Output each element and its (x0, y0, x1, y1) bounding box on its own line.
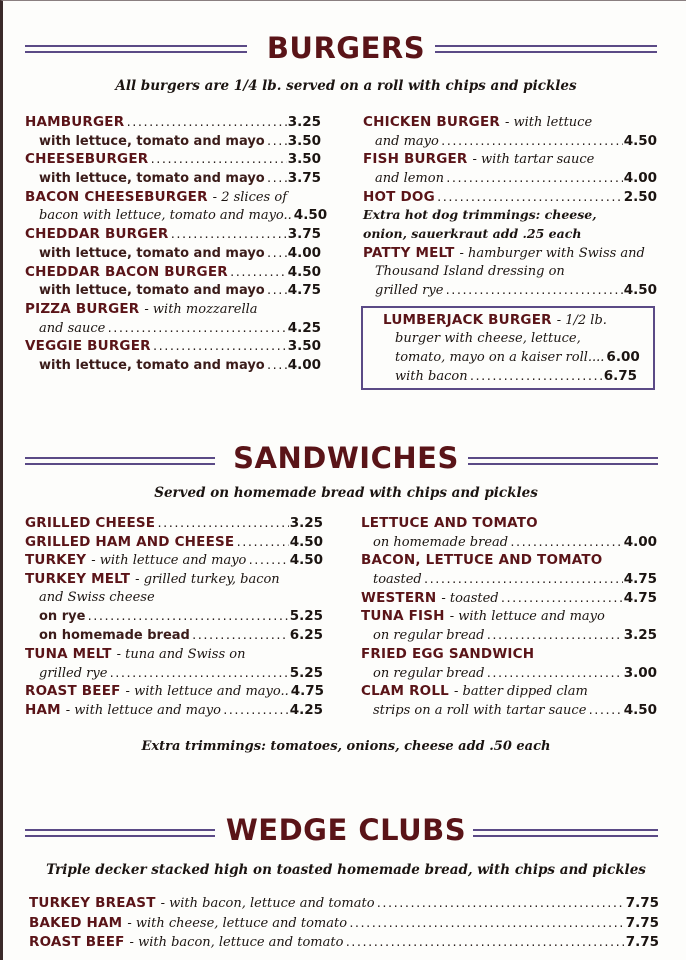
menu-item-detail (361, 626, 657, 645)
item-description: - with lettuce and mayo (91, 553, 247, 569)
menu-item-detail (25, 589, 323, 608)
item-description: burger with cheese, lettuce, (395, 330, 581, 346)
item-description: - with mozzarella (144, 301, 258, 317)
menu-item (361, 682, 657, 701)
dot-leader (587, 702, 622, 721)
item-price: 4.25 (287, 319, 321, 336)
item-name: PIZZA BURGER (25, 300, 140, 317)
item-description: - with cheese, lettuce and tomato (127, 915, 348, 931)
item-name: PATTY MELT (363, 244, 455, 261)
menu-item (25, 113, 321, 132)
item-description: with lettuce, tomato and mayo (39, 245, 265, 261)
sandwiches-extra-note: Extra trimmings: tomatoes, onions, cheese add .50 each (141, 739, 551, 754)
menu-item-detail (25, 206, 328, 225)
item-note: onion, sauerkraut add .25 each (363, 226, 582, 242)
item-price: 4.25 (289, 701, 323, 718)
menu-item (29, 914, 659, 934)
dot-leader (222, 702, 289, 721)
menu-item (363, 188, 657, 207)
menu-item-detail (25, 607, 323, 626)
item-price: 2.50 (623, 188, 657, 205)
item-description: on homemade bread (39, 628, 190, 644)
header-rule-right (473, 829, 658, 837)
dot-leader (170, 226, 287, 245)
menu-item-detail (25, 132, 321, 151)
menu-item (25, 551, 323, 570)
menu-item-detail (361, 570, 657, 589)
menu-item (25, 225, 321, 244)
item-price: 3.25 (287, 114, 321, 130)
menu-item (361, 607, 657, 626)
menu-item (363, 113, 657, 132)
item-price: 6.25 (289, 627, 323, 644)
item-name: CHICKEN BURGER (363, 114, 500, 130)
item-description: - batter dipped clam (453, 684, 588, 700)
menu-item (25, 570, 323, 589)
item-description: tomato, mayo on a kaiser roll.... (395, 350, 605, 366)
item-name: TUNA MELT (25, 645, 112, 662)
item-name: GRILLED HAM AND CHEESE (25, 533, 235, 550)
item-description: - with bacon, lettuce and tomato (129, 935, 344, 950)
burgers-title: BURGERS (266, 31, 426, 65)
dot-leader (149, 151, 286, 170)
item-description: and Swiss cheese (39, 589, 155, 605)
item-description: bacon with lettuce, tomato and mayo.. (39, 208, 292, 224)
item-name: CHEDDAR BURGER (25, 226, 169, 243)
header-rule-right (435, 45, 657, 53)
dot-leader (125, 114, 286, 133)
item-name: WESTERN (361, 589, 437, 606)
item-description: and sauce (39, 320, 106, 336)
menu-item-detail (361, 533, 657, 552)
item-price: 4.50 (623, 132, 657, 149)
item-name: GRILLED CHEESE (25, 515, 156, 531)
wedge-clubs-header (3, 811, 686, 857)
sandwiches-title: SANDWICHES (233, 441, 459, 475)
burgers-left-column (25, 113, 328, 375)
burgers-right-column (363, 113, 657, 300)
menu-item-detail (363, 206, 657, 225)
dot-leader (266, 170, 287, 189)
item-description: on homemade bread (373, 534, 509, 550)
item-description: - 2 slices of (212, 189, 288, 205)
dot-leader (444, 282, 622, 301)
dot-leader (191, 627, 289, 646)
menu-item (363, 150, 657, 169)
menu-item-detail (361, 664, 657, 683)
menu-item (25, 300, 321, 319)
item-description: toasted (373, 572, 422, 588)
item-name: CHEESEBURGER (25, 151, 149, 168)
menu-item-detail (25, 169, 321, 188)
dot-leader (266, 357, 287, 376)
item-price: 4.50 (289, 552, 323, 569)
item-price: 3.00 (623, 664, 657, 681)
wedge-clubs-title: WEDGE CLUBS (225, 813, 467, 847)
menu-item (361, 645, 657, 664)
dot-leader (445, 170, 623, 189)
menu-item-detail (363, 225, 657, 244)
dot-leader (486, 627, 623, 646)
item-description: - with lettuce and mayo.. (125, 684, 289, 700)
item-description: grilled rye (39, 665, 108, 681)
menu-item-detail (25, 626, 323, 645)
dot-leader (247, 552, 288, 571)
menu-item (25, 188, 321, 207)
menu-item-detail (383, 367, 637, 386)
item-price: 3.50 (287, 132, 321, 149)
menu-item-detail (25, 244, 321, 263)
item-name: HAM (25, 701, 61, 718)
dot-leader (436, 189, 623, 208)
item-description: on regular bread (373, 665, 485, 681)
lumberjack-column (383, 311, 640, 386)
item-price: 3.75 (287, 170, 321, 187)
lumberjack-box (361, 306, 655, 390)
menu-item (25, 645, 323, 664)
dot-leader (348, 914, 625, 934)
item-price: 4.00 (287, 356, 321, 373)
item-price: 4.75 (290, 683, 325, 700)
item-name: HAMBURGER (25, 114, 125, 130)
item-name: LETTUCE AND TOMATO (361, 515, 538, 531)
item-name: BACON CHEESEBURGER (25, 188, 208, 205)
item-name: FRIED EGG SANDWICH (361, 645, 535, 662)
item-price: 3.50 (287, 338, 321, 355)
dot-leader (108, 665, 288, 684)
menu-item (361, 551, 657, 570)
menu-item (29, 933, 659, 953)
item-name: TURKEY MELT (25, 571, 131, 588)
item-price: 4.50 (287, 263, 321, 280)
item-name: CLAM ROLL (361, 683, 449, 700)
dot-leader (266, 245, 287, 264)
item-description: with lettuce, tomato and mayo (39, 171, 265, 187)
dot-leader (500, 590, 623, 609)
item-price: 5.25 (289, 608, 323, 625)
menu-item-detail (363, 263, 657, 282)
dot-leader (509, 534, 623, 553)
item-description: grilled rye (375, 283, 444, 299)
dot-leader (469, 368, 603, 387)
header-rule-right (468, 457, 658, 465)
item-description: - toasted (441, 590, 499, 606)
dot-leader (156, 515, 288, 534)
sandwiches-right-column (361, 514, 657, 720)
item-price: 4.50 (293, 207, 328, 224)
item-description: - 1/2 lb. (556, 313, 607, 328)
dot-leader (106, 320, 286, 339)
menu-item-detail (25, 664, 323, 683)
dot-leader (86, 608, 288, 627)
item-name: ROAST BEEF (25, 683, 121, 700)
menu-item-detail (363, 169, 657, 188)
menu-item (25, 514, 323, 533)
item-description: - with lettuce and mayo (65, 702, 221, 718)
dot-leader (423, 571, 623, 590)
item-price: 7.75 (625, 895, 659, 911)
item-name: HOT DOG (363, 188, 435, 205)
menu-item-detail (361, 701, 657, 720)
item-description: and lemon (375, 171, 444, 187)
item-name: BAKED HAM (29, 914, 123, 931)
item-description: - with tartar sauce (472, 152, 595, 168)
item-price: 4.75 (623, 589, 657, 606)
dot-leader (344, 933, 624, 953)
item-price: 6.00 (606, 349, 640, 366)
item-price: 3.25 (623, 627, 657, 644)
item-name: TURKEY (25, 552, 87, 569)
menu-item-detail (25, 356, 321, 375)
item-name: TURKEY BREAST (29, 895, 156, 911)
dot-leader (266, 133, 287, 152)
dot-leader (376, 894, 625, 914)
item-description: with lettuce, tomato and mayo (39, 133, 265, 149)
wedge-clubs-column (29, 894, 659, 953)
item-description: - hamburger with Swiss and (459, 245, 645, 261)
menu-item (363, 244, 657, 263)
sandwiches-header (3, 439, 686, 485)
item-description: on regular bread (373, 628, 485, 644)
menu-item (25, 533, 323, 552)
item-description: with lettuce, tomato and mayo (39, 283, 265, 299)
item-name: CHEDDAR BACON BURGER (25, 263, 228, 280)
item-description: Thousand Island dressing on (375, 263, 565, 279)
menu-item-detail (363, 132, 657, 151)
item-description: - with bacon, lettuce and tomato (160, 896, 375, 911)
item-description: - with lettuce and mayo (449, 609, 605, 625)
item-description: with bacon (395, 369, 468, 385)
item-name: TUNA FISH (361, 608, 445, 625)
item-description: on rye (39, 609, 86, 625)
item-description: - grilled turkey, bacon (135, 572, 280, 588)
item-description: with lettuce, tomato and mayo (39, 357, 265, 373)
item-price: 7.75 (625, 934, 659, 950)
dot-leader (486, 665, 623, 684)
menu-item-detail (363, 281, 657, 300)
item-price: 4.50 (623, 282, 657, 299)
menu-item (361, 589, 657, 608)
item-price: 3.25 (289, 515, 323, 531)
dot-leader (266, 282, 287, 301)
item-price: 4.50 (623, 701, 657, 718)
menu-item (29, 894, 659, 914)
dot-leader (152, 338, 287, 357)
item-name: LUMBERJACK BURGER (383, 312, 552, 328)
wedge-clubs-subtitle: Triple decker stacked high on toasted homemade bread, with chips and pickles (46, 862, 646, 878)
dot-leader (229, 264, 287, 283)
sandwiches-subtitle: Served on homemade bread with chips and pickles (154, 485, 538, 501)
item-name: FISH BURGER (363, 151, 468, 168)
item-price: 7.75 (625, 914, 659, 931)
menu-item (25, 701, 323, 720)
item-price: 4.75 (623, 571, 657, 588)
item-name: BACON, LETTUCE AND TOMATO (361, 552, 603, 569)
item-note: Extra hot dog trimmings: cheese, (363, 207, 597, 223)
menu-item (25, 263, 321, 282)
item-price: 5.25 (289, 664, 323, 681)
item-description: strips on a roll with tartar sauce (373, 702, 587, 718)
item-price: 4.00 (287, 244, 321, 261)
dot-leader (235, 534, 288, 553)
item-description: and mayo (375, 133, 439, 149)
item-price: 4.00 (623, 170, 657, 187)
item-description: - tuna and Swiss on (116, 646, 246, 662)
item-price: 3.75 (287, 226, 321, 243)
item-price: 6.75 (603, 368, 637, 385)
menu-item-detail (25, 319, 321, 338)
menu-item-detail (25, 281, 321, 300)
menu-item (361, 514, 657, 533)
burgers-subtitle: All burgers are 1/4 lb. served on a roll with chips and pickles (115, 78, 577, 94)
item-price: 4.50 (289, 533, 323, 550)
menu-item-detail (383, 348, 640, 367)
item-price: 4.00 (623, 533, 657, 550)
menu-item (25, 337, 321, 356)
item-price: 3.50 (287, 151, 321, 168)
menu-item (383, 311, 637, 330)
item-name: ROAST BEEF (29, 934, 125, 950)
burgers-header (3, 29, 686, 75)
menu-item-detail (383, 330, 637, 349)
item-description: - with lettuce (504, 115, 593, 130)
item-name: VEGGIE BURGER (25, 338, 151, 355)
dot-leader (440, 133, 623, 152)
menu-item (25, 150, 321, 169)
menu-item (25, 682, 323, 701)
item-price: 4.75 (287, 282, 321, 299)
sandwiches-left-column (25, 514, 323, 720)
